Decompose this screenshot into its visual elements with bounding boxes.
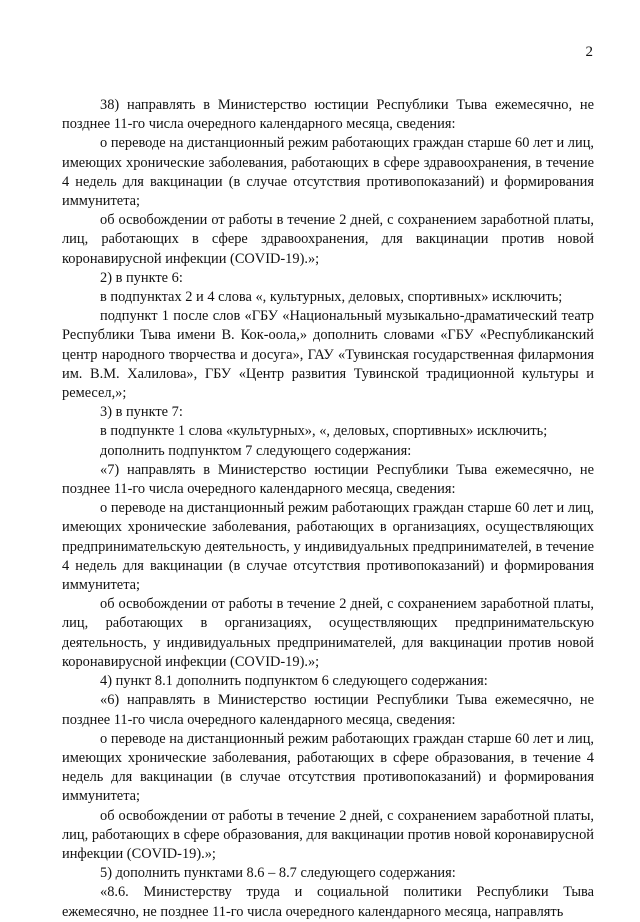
paragraph: о переводе на дистанционный режим работающих граждан старше 60 лет и лиц, имеющих хронические заболевания, работающих в сфере здравоохранения, в течение 4 недель для вакцинации (в случае отсутствия противопоказаний) и формирования иммунитета; [62, 135, 594, 210]
paragraph: «8.6. Министерству труда и социальной политики Республики Тыва ежемесячно, не позднее 11-го числа очередного календарного месяца, направлять [62, 884, 594, 920]
paragraph: «7) направлять в Министерство юстиции Республики Тыва ежемесячно, не позднее 11-го числа очередного календарного месяца, сведения: [62, 461, 594, 498]
paragraph: об освобождении от работы в течение 2 дней, с сохранением заработной платы, лиц, работающих в организациях, осуществляющих предпринимательскую деятельность, у индивидуальных предпринимателей, для вакцинации против новой коронавирусной инфекции (COVID-19).»; [62, 596, 594, 670]
paragraph: о переводе на дистанционный режим работающих граждан старше 60 лет и лиц, имеющих хронические заболевания, работающих в организациях, осуществляющих предпринимательскую деятельность, у индивидуальных предпринимателей, в течение 4 недель для вакцинации (в случае отсутствия противопоказаний) и формирования иммунитета; [62, 500, 594, 594]
paragraph: 5) дополнить пунктами 8.6 – 8.7 следующего содержания: [100, 865, 456, 882]
page-number: 2 [585, 44, 593, 60]
paragraph: об освобождении от работы в течение 2 дней, с сохранением заработной платы, лиц, работающих в сфере здравоохранения, для вакцинации против новой коронавирусной инфекции (COVID-19).»; [62, 212, 594, 267]
paragraph: «6) направлять в Министерство юстиции Республики Тыва ежемесячно, не позднее 11-го числа очередного календарного месяца, сведения: [62, 692, 594, 728]
paragraph: 3) в пункте 7: [100, 404, 183, 421]
paragraph: дополнить подпунктом 7 следующего содержания: [100, 442, 412, 459]
paragraph: 4) пункт 8.1 дополнить подпунктом 6 следующего содержания: [100, 673, 488, 690]
document-body [62, 96, 594, 922]
paragraph: 2) в пункте 6: [100, 269, 183, 286]
paragraph: 38) направлять в Министерство юстиции Республики Тыва ежемесячно, не позднее 11-го числа очередного календарного месяца, сведения: [62, 97, 594, 133]
paragraph: подпункт 1 после слов «ГБУ «Национальный музыкально-драматический театр Республики Тыва имени В. Кок-оола,» дополнить словами «ГБУ «Республиканский центр народного творчества и досуга», ГАУ «Тувинская государственная филармония им. В.М. Халилова», ГБУ «Центр развития Тувинской традиционной культуры и ремесел,»; [62, 308, 594, 402]
paragraph: об освобождении от работы в течение 2 дней, с сохранением заработной платы, лиц, работающих в сфере образования, для вакцинации против новой коронавирусной инфекции (COVID-19).»; [62, 807, 594, 862]
paragraph: в подпунктах 2 и 4 слова «, культурных, деловых, спортивных» исключить; [100, 289, 563, 306]
paragraph: в подпункте 1 слова «культурных», «, деловых, спортивных» исключить; [100, 423, 548, 440]
paragraph: о переводе на дистанционный режим работающих граждан старше 60 лет и лиц, имеющих хронические заболевания, работающих в сфере образования, в течение 4 недель для вакцинации (в случае отсутствия противопоказаний) и формирования иммунитета; [62, 730, 594, 805]
